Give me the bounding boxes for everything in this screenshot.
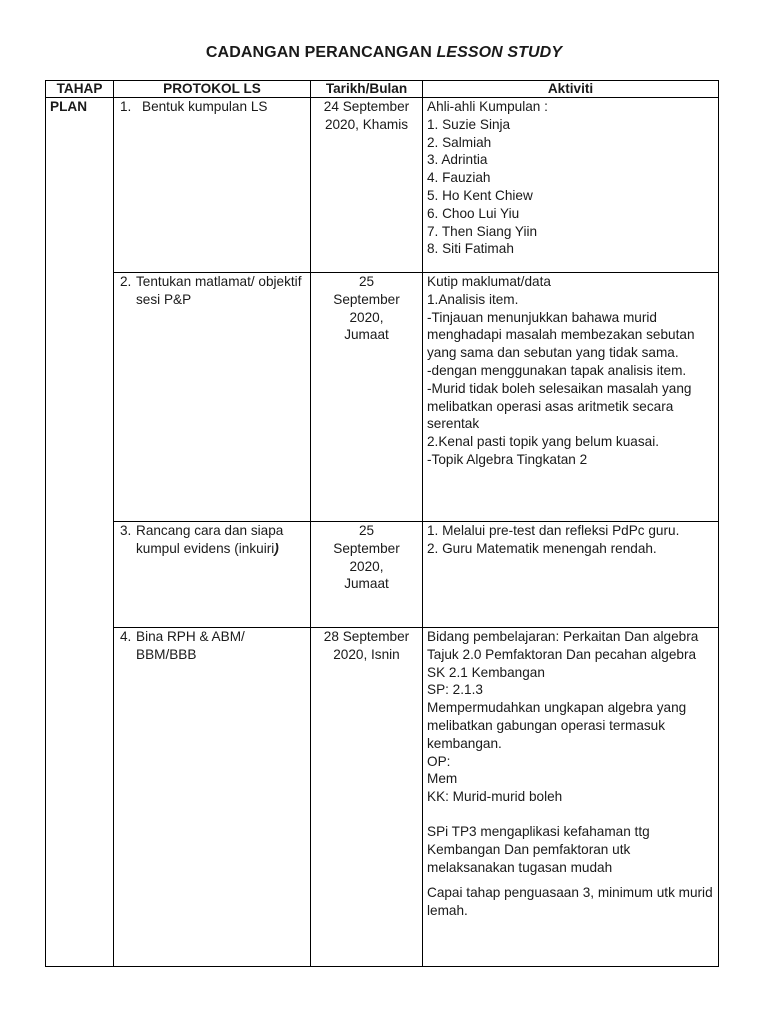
table-row [46, 628, 719, 967]
protokol-text: Tentukan matlamat/ objektif sesi P&P [136, 274, 302, 307]
protokol-number: 2. [120, 274, 132, 289]
aktiviti-line: Bidang pembelajaran: Perkaitan Dan algebra [427, 629, 699, 644]
aktiviti-line: Mempermudahkan ungkapan algebra yang melibatkan gabungan operasi termasuk kembangan. [427, 700, 687, 751]
aktiviti-line: Mem [427, 771, 458, 787]
header-tarikh: Tarikh/Bulan [311, 81, 423, 98]
spacer [427, 876, 714, 884]
aktiviti-line: 1. Suzie Sinja [427, 116, 511, 132]
protokol-cell [114, 522, 311, 628]
aktiviti-line: 5. Ho Kent Chiew [427, 187, 533, 203]
header-tahap: TAHAP [46, 81, 114, 98]
aktiviti-cell [423, 273, 719, 522]
protokol-text-suffix: ) [274, 540, 279, 556]
aktiviti-line: SK 2.1 Kembangan [427, 664, 545, 680]
aktiviti-line: -dengan menggunakan tapak analisis item. [427, 362, 687, 378]
tarikh-cell: 25 September 2020, Jumaat [311, 522, 423, 628]
aktiviti-line: Ahli-ahli Kumpulan : [427, 99, 548, 114]
page-title-main: CADANGAN PERANCANGAN [205, 44, 437, 61]
protokol-cell [114, 273, 311, 522]
tarikh-cell: 24 September 2020, Khamis [311, 98, 423, 273]
protokol-number: 1. [120, 99, 132, 114]
page-title-italic: LESSON STUDY [436, 44, 563, 61]
aktiviti-line: 8. Siti Fatimah [427, 241, 514, 257]
aktiviti-line: Kutip maklumat/data [427, 274, 551, 289]
aktiviti-line: 7. Then Siang Yiin [427, 223, 538, 239]
aktiviti-line: 1.Analisis item. [427, 291, 519, 307]
aktiviti-line: 4. Fauziah [427, 170, 491, 186]
protokol-cell [114, 98, 311, 273]
page-title [0, 44, 768, 62]
tahap-plan-cell: PLAN [46, 98, 114, 967]
aktiviti-cell [423, 628, 719, 967]
protokol-number: 3. [120, 523, 132, 538]
header-protokol: PROTOKOL LS [114, 81, 311, 98]
aktiviti-line: -Topik Algebra Tingkatan 2 [427, 451, 588, 467]
lesson-study-plan-table [45, 80, 719, 967]
protokol-cell [114, 628, 311, 967]
aktiviti-line: 2. Salmiah [427, 134, 492, 150]
protokol-number: 4. [120, 629, 132, 644]
protokol-text: Bentuk kumpulan LS [142, 99, 268, 114]
aktiviti-line: 1. Melalui pre-test dan refleksi PdPc guru. [427, 523, 680, 538]
aktiviti-line: SP: 2.1.3 [427, 682, 483, 698]
aktiviti-line: -Tinjauan menunjukkan bahawa murid menghadapi masalah membezakan sebutan yang sama dan sebutan yang tidak sama. [427, 309, 695, 361]
table-row [46, 273, 719, 522]
aktiviti-cell [423, 98, 719, 273]
protokol-text: Bina RPH & ABM/ BBM/BBB [136, 629, 245, 662]
aktiviti-line: Capai tahap penguasaan 3, minimum utk murid lemah. [427, 885, 713, 919]
table-row [46, 98, 719, 273]
aktiviti-line: 2. Guru Matematik menengah rendah. [427, 540, 657, 556]
aktiviti-line: KK: Murid-murid boleh [427, 789, 563, 805]
protokol-text [136, 522, 306, 558]
aktiviti-line: OP: [427, 753, 451, 769]
tarikh-cell: 25 September 2020, Jumaat [311, 273, 423, 522]
aktiviti-line: SPi TP3 mengaplikasi kefahaman ttg Kembangan Dan pemfaktoran utk melaksanakan tugasan mudah [427, 823, 650, 875]
table-row [46, 522, 719, 628]
aktiviti-line: Tajuk 2.0 Pemfaktoran Dan pecahan algebra [427, 646, 697, 662]
aktiviti-line: -Murid tidak boleh selesaikan masalah yang melibatkan operasi asas aritmetik secara serentak [427, 380, 692, 432]
aktiviti-line: 6. Choo Lui Yiu [427, 205, 520, 221]
table-header-row [46, 81, 719, 98]
tarikh-cell: 28 September 2020, Isnin [311, 628, 423, 967]
spacer [427, 806, 714, 823]
aktiviti-line: 2.Kenal pasti topik yang belum kuasai. [427, 434, 659, 450]
protokol-text-main: Rancang cara dan siapa kumpul evidens (inkuiri [136, 523, 284, 556]
header-aktiviti: Aktiviti [423, 81, 719, 98]
aktiviti-line: 3. Adrintia [427, 152, 488, 168]
aktiviti-cell [423, 522, 719, 628]
